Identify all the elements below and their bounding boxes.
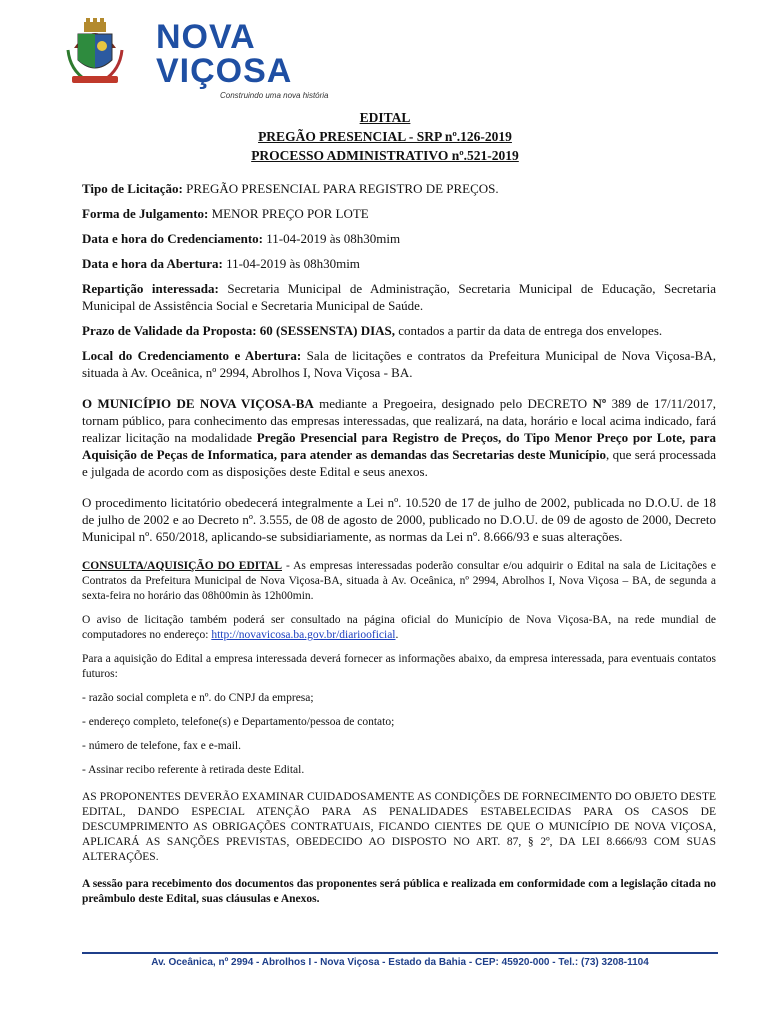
list-item: - endereço completo, telefone(s) e Departamento/pessoa de contato; (82, 716, 395, 728)
coat-of-arms-icon (64, 18, 126, 88)
reparticao-line (82, 280, 716, 314)
consulta-label: CONSULTA/AQUISIÇÃO DO EDITAL (82, 560, 283, 572)
preamble-text-1: mediante a Pregoeira, designado pelo DECRETO (313, 396, 593, 411)
document-body (82, 180, 716, 916)
edital-title: EDITAL (359, 110, 411, 125)
local-label: Local do Credenciamento e Abertura: (82, 348, 302, 363)
preamble-bold-2: Nº (592, 396, 607, 411)
consulta-text: - As empresas interessadas poderão consultar e/ou adquirir o Edital na sala de Licitações e Contratos da Prefeitura Municipal de Nova Viçosa-BA, situada à Av. Oceânica, nº 2994, Abrolhos I, Nova Viçosa – BA, de segunda a sexta-feira no horário das 08h00min às 12h00min. (82, 560, 716, 602)
prazo-value: contados a partir da data de entrega dos envelopes. (395, 323, 663, 338)
preamble-bold-1: O MUNICÍPIO DE NOVA VIÇOSA-BA (82, 396, 314, 411)
warning-paragraph: AS PROPONENTES DEVERÃO EXAMINAR CUIDADOSAMENTE AS CONDIÇÕES DE FORNECIMENTO DO OBJETO DESTE EDITAL, DANDO ESPECIAL ATENÇÃO PARA AS PENALIDADES ESTABELECIDAS PARA OS CASOS DE DESCUMPRIMENTO AS OBRIGAÇÕES CONTRATUAIS, FICANDO CIENTES DE QUE O MUNICÍPIO DE NOVA VIÇOSA, APLICARÁ AS SANÇÕES PREVISTAS, OBEDECIDO AO DISPOSTO NO ART. 87, § 2º, DA LEI 8.666/93 COM SUAS ALTERAÇÕES. (82, 791, 716, 863)
logo-slogan: Construindo uma nova história (220, 91, 329, 100)
prazo-line (82, 322, 716, 339)
preamble-text-2: 389 de 17/11/2017, tornam público, para conhecimento das empresas interessadas, que realizará, na data, horário e local acima indicado, fará realizar licitação na modalidade (82, 396, 717, 445)
forma-value: MENOR PREÇO POR LOTE (208, 206, 369, 221)
local-line (82, 347, 716, 381)
consulta-paragraph (82, 559, 716, 604)
reparticao-value: Secretaria Municipal de Administração, Secretaria Municipal de Educação, Secretaria Municipal de Assistência Social e Secretaria Municipal de Saúde. (82, 281, 716, 313)
diario-oficial-link[interactable]: http://novavicosa.ba.gov.br/diariooficial (211, 629, 396, 641)
prazo-label: Prazo de Validade da Proposta: 60 (SESSENSTA) DIAS, (82, 323, 396, 338)
tipo-value: PREGÃO PRESENCIAL PARA REGISTRO DE PREÇOS. (182, 181, 499, 196)
footer-address: Av. Oceânica, nº 2994 - Abrolhos I - Nova Viçosa - Estado da Bahia - CEP: 45920-000 - Tel.: (73) 3208-1104 (151, 957, 649, 968)
nova-vicosa-logo (156, 18, 386, 100)
abertura-value: 11-04-2019 às 08h30mim (222, 256, 360, 271)
forma-line (82, 205, 716, 222)
list-item: - número de telefone, fax e e-mail. (82, 740, 242, 752)
aviso-text: O aviso de licitação também poderá ser consultado na página oficial do Município de Nova Viçosa-BA, na rede mundial de computadores no endereço: (82, 614, 716, 641)
preamble-text-3: , que será processada e julgada de acordo com as disposições deste Edital e seus anexos. (82, 447, 716, 479)
credenciamento-line (82, 230, 716, 247)
pregao-title: PREGÃO PRESENCIAL - SRP nº.126-2019 (258, 129, 512, 144)
local-value: Sala de licitações e contratos da Prefeitura Municipal de Nova Viçosa-BA, situada à Av. Oceânica, nº 2994, Abrolhos I, Nova Viçosa - BA. (82, 348, 716, 380)
sessao-paragraph: A sessão para recebimento dos documentos das proponentes será pública e realizada em conformidade com a legislação citada no preâmbulo deste Edital, suas cláusulas e Anexos. (82, 878, 716, 905)
processo-title: PROCESSO ADMINISTRATIVO nº.521-2019 (251, 148, 519, 163)
preamble-paragraph (82, 395, 716, 480)
abertura-label: Data e hora da Abertura: (82, 256, 223, 271)
tipo-label: Tipo de Licitação: (82, 181, 183, 196)
credenciamento-value: 11-04-2019 às 08h30mim (263, 231, 401, 246)
list-item: - Assinar recibo referente à retirada deste Edital. (82, 764, 305, 776)
preamble-bold-3: Pregão Presencial para Registro de Preços, do Tipo Menor Preço por Lote, para Aquisição de Peças de Informatica, para atender as demandas das Secretarias deste Município (82, 430, 717, 462)
abertura-line (82, 255, 716, 272)
aquisicao-intro: Para a aquisição do Edital a empresa interessada deverá fornecer as informações abaixo, da empresa interessada, para eventuais contatos futuros: (82, 653, 716, 680)
footer-divider (82, 952, 718, 954)
logo-line-1: NOVA (156, 18, 256, 56)
page-header (64, 18, 364, 98)
forma-label: Forma de Julgamento: (82, 206, 209, 221)
reparticao-label: Repartição interessada: (82, 281, 219, 296)
document-titles (0, 108, 770, 165)
procedimento-paragraph: O procedimento licitatório obedecerá integralmente a Lei nº. 10.520 de 17 de julho de 2002, publicada no D.O.U. de 18 de julho de 2002 e ao Decreto nº. 3.555, de 08 de agosto de 2000, publicado no D.O.U. de 09 de agosto de 2000, Decreto Municipal nº. 650/2018, aplicando-se subsidiariamente, as normas da Lei nº. 8.666/93 e suas alterações. (82, 495, 716, 544)
list-item: - razão social completa e nº. do CNPJ da empresa; (82, 692, 314, 704)
credenciamento-label: Data e hora do Credenciamento: (82, 231, 264, 246)
aviso-paragraph (82, 613, 716, 643)
tipo-line (82, 180, 716, 197)
aviso-end: . (395, 629, 399, 641)
logo-line-2: VIÇOSA (156, 52, 293, 90)
